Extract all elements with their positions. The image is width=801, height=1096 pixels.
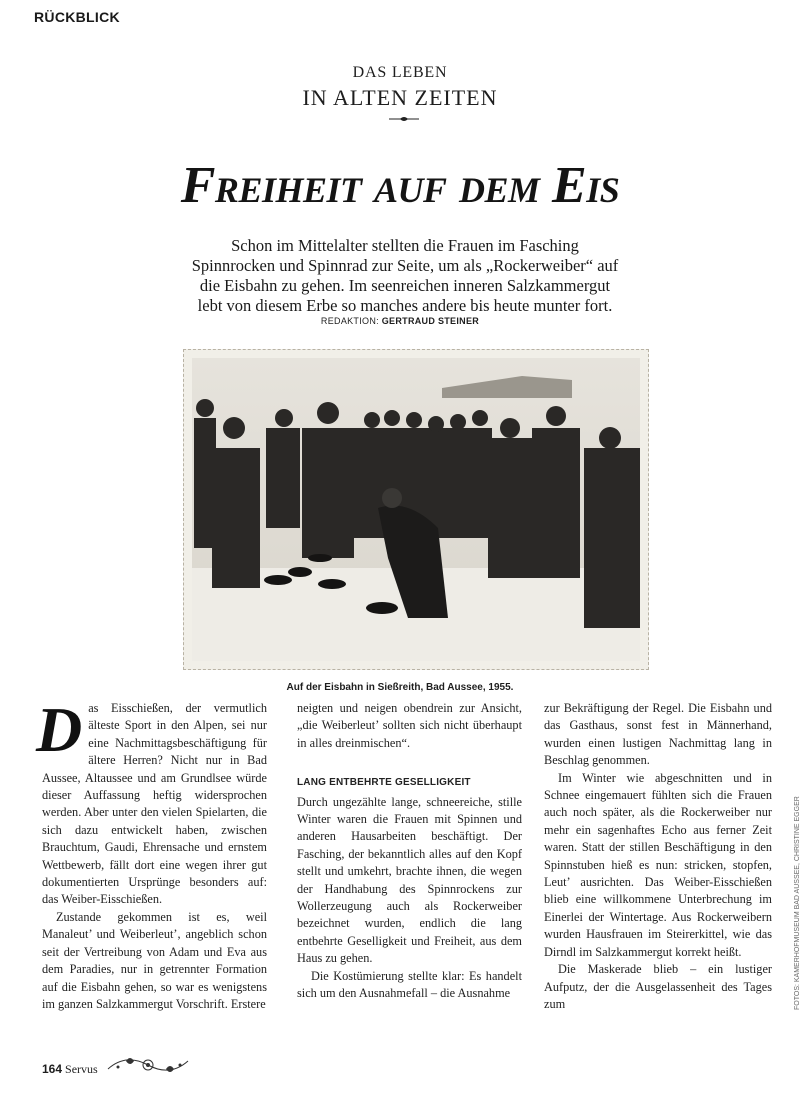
paragraph: neigten und neigen obendrein zur Ansicht, „die Weiberleut’ sollten sich nicht überhaupt in alles dreinmischen“. (297, 701, 522, 750)
drop-cap: D (36, 694, 83, 765)
credit-label: REDAKTION: (320, 316, 379, 326)
text-column-2 (297, 700, 522, 1003)
paragraph: zur Bekräftigung der Regel. Die Eisbahn und das Gasthaus, sonst fest in Männerhand, wurden einen lustigen Nachmittag lang in Beschlag genommen. (544, 701, 772, 768)
paragraph: Durch ungezählte lange, schneereiche, stille Winter waren die Frauen mit Spinnen und anderen Hausarbeiten beschäftigt. Der Fasching, der bekanntlich alles auf den Kopf stellt und umkehrt, brachte ihnen, die wegen der Handhabung des Spinnrockens zur Wollerzeugung auch als Rockerweiber bezeichnet wurden, endlich die lang entbehrte Geselligkeit und Freiheit, aus dem Haus zu gehen. (297, 794, 522, 966)
page-footer (42, 1062, 98, 1077)
historic-photo (192, 358, 640, 661)
editor-credit (0, 316, 800, 326)
text-column-3 (544, 700, 772, 1013)
page-number: 164 (42, 1062, 63, 1076)
kicker-line-1: DAS LEBEN (352, 64, 448, 81)
subheading: LANG ENTBEHRTE GESELLIGKEIT (297, 777, 471, 789)
paragraph: Im Winter wie abgeschnitten und in Schnee eingemauert fühlten sich die Frauen auch noch später, als die Rockerweiber nur mehr ein sagenhaftes Echo aus ferner Zeit waren. Statt der stillen Beschäftigung in den Spinnstuben hieß es nun: stricken, stopfen, Leut’ ausrichten. Das Weiber-Eisschießen blieb eine willkommene Unterbrechung im Einerlei der Wintertage. Aus Rockerweibern wurden Hausfrauen im Steirerkittel, wie das Dirndl im Salzkammergut korrekt heißt. (544, 770, 772, 959)
paragraph: Die Maskerade blieb – ein lustiger Aufputz, der die Ausgelassenheit des Tages zum (544, 962, 772, 1011)
article-lead: Schon im Mittelalter stellten die Frauen im Fasching Spinnrocken und Spinnrad zur Seite, um als „Rockerweiber“ auf die Eisbahn zu gehen. Im seenreichen inneren Salzkammergut lebt von diesem Erbe so manches andere bis heute munter fort. (191, 236, 619, 315)
paragraph: Die Kostümierung stellte klar: Es handelt sich um den Ausnahmefall – die Ausnahme (297, 968, 522, 1001)
kicker-line-2: IN ALTEN ZEITEN (302, 85, 498, 110)
photo-caption: Auf der Eisbahn in Sießreith, Bad Aussee, 1955. (286, 682, 514, 693)
text-column-1 (36, 694, 267, 1013)
article-title: Freiheit auf dem Eis (180, 157, 620, 214)
photo-credit: FOTOS: KAMERHOFMUSEUM BAD AUSSEE, CHRISTINE EGGER (794, 796, 801, 1010)
paragraph (36, 694, 267, 909)
magazine-name: Servus (65, 1062, 98, 1076)
ornament-divider-icon (389, 115, 419, 123)
section-label: RÜCKBLICK (34, 9, 120, 25)
credit-name: GERTRAUD STEINER (381, 316, 480, 326)
floral-ornament-icon (106, 1049, 190, 1081)
paragraph: Zustande gekommen ist es, weil Manaleut’ und Weiberleut’, angeblich schon seit der Vertreibung von Adam und Eva aus dem Paradies, nur in getrennter Formation auf die Eisbahn gehen, so war es wenigstens im ganzen Salzkammergut Vorschrift. Erstere (42, 909, 267, 1011)
paragraph-text: as Eisschießen, der vermutlich älteste Sport in den Alpen, sei nur eine Nachmittagsbeschäftigung für ältere Herren? Nicht nur in Bad Aussee, Altaussee und am Grundlsee würde dieser Auffassung heftig widersprochen werden. Aber unter den vielen Spielarten, die sich dazu entwickelt haben, zwischen Brauchtum, Gaudi, Ehrensache und ernstem Wettbewerb, fällt dort eine wegen ihrer gut dokumentierten Ursprünge besonders auf: das Weiber-Eisschießen. (42, 701, 267, 907)
